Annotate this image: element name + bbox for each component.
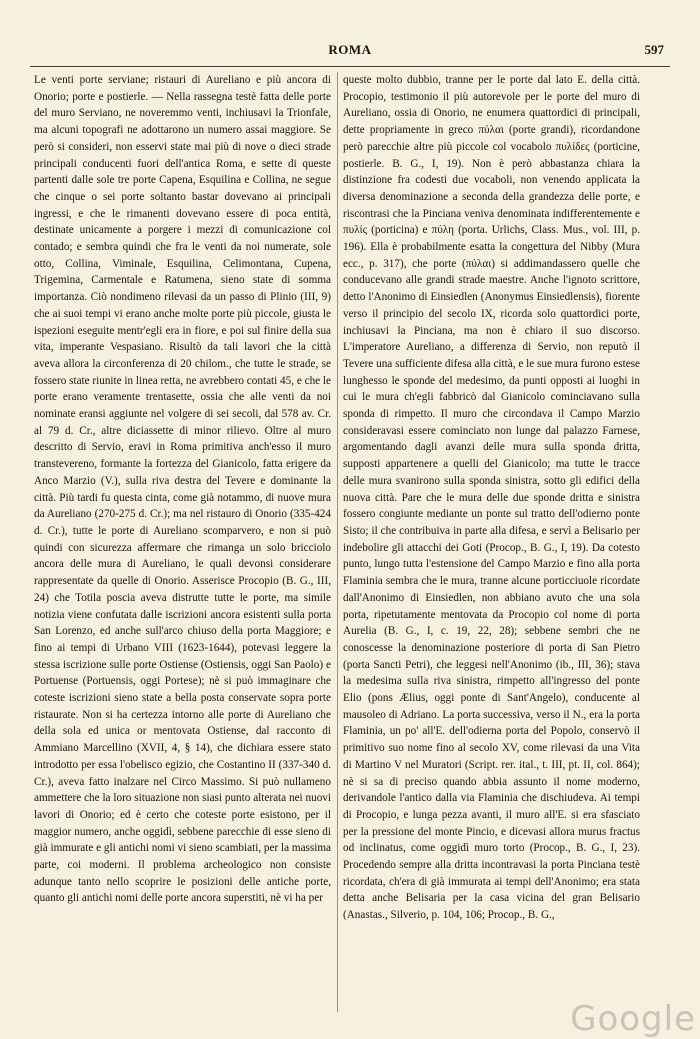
running-header bbox=[30, 42, 670, 64]
left-column bbox=[34, 72, 331, 907]
header-rule bbox=[30, 66, 670, 67]
running-title: ROMA bbox=[328, 42, 372, 57]
column-divider bbox=[337, 72, 338, 1012]
watermark-logo: Google bbox=[570, 999, 696, 1039]
page-number: 597 bbox=[644, 42, 664, 57]
right-column bbox=[343, 72, 640, 924]
left-column-text: Le venti porte serviane; ristauri di Aureliano e più ancora di Onorio; porte e postierle. — Nella rassegna testè fatta delle porte del muro Serviano, ne noveremmo venti, inchiusavi la Trionfale, ma alcuni topografi ne adottarono un numero assai maggiore. Se però si consideri, non esservi state mai più di nove o dieci strade principali conducenti fuori dell'antica Roma, e sette di queste partenti dalle sole tre porte Capena, Esquilina e Collina, ne segue che cinque o sei porte soltanto bastar dovevano ai principali ingressi, e che le rimanenti dovevano essere di poca entità, destinate unicamente a porgere i mezzi di comunicazione col contado; e sembra quindi che fra le venti da noi numerate, sole otto, Collina, Viminale, Esquilina, Celimontana, Cupena, Trigemina, Carmentale e Ratumena, sieno state di somma importanza. Ciò nondimeno rilevasi da un passo di Plinio (III, 9) che ai suoi tempi vi erano anche molte porte più piccole, giusta le ispezioni eseguite mentr'egli era in fiore, e poi sul finire della sua vita, imperante Vespasiano. Risultò da tali lavori che la città aveva allora la circonferenza di 20 chilom., che tutte le strade, se fossero state riunite in linea retta, ne avrebbero contati 45, e che le porte erano veramente trentasette, ossia che alle venti da noi nominate eransi aggiunte nel volgere di sei secoli, dal 578 av. Cr. al 79 d. Cr., altre diciassette di minor rilievo. Oltre al muro descritto di Servio, eravi in Roma primitiva anch'esso il muro transtevereno, formante la fortezza del Gianicolo, fatta erigere da Anco Marzio (V.), sulla riva destra del Tevere e dominante la città. Più tardi fu questa cinta, come già notammo, di nuove mura da Aureliano (270-275 d. Cr.); ma nel ristauro di Onorio (335-424 d. Cr.), tutte le porte di Aureliano scomparvero, e non si può quindi con sicurezza affermare che rimanga un solo bricciolo ancora delle mura di Aureliano, le quali devonsi considerare rappresentate da quelle di Onorio. Asserisce Procopio (B. G., III, 24) che Totila poscia aveva distrutte tutte le porte, ma simile notizia viene confutata dalle iscrizioni ancora esistenti sulla porta San Lorenzo, ed anche sull'arco chiuso della porta Maggiore; e fino ai tempi di Urbano VIII (1623-1644), potevasi leggere la stessa iscrizione sulle porte Ostiense (Ostiensis, oggi San Paolo) e Portuense (Portuensis, oggi Portese); nè si può immaginare che coteste iscrizioni sieno state a bella posta conservate sopra porte ristaurate. Non si ha certezza intorno alle porte di Aureliano che della sola ed unica or mentovata Ostiense, dal racconto di Ammiano Marcellino (XVII, 4, § 14), che dichiara essere stato introdotto per essa l'obelisco egizio, che Costantino II (337-340 d. Cr.), aveva fatto inalzare nel Circo Massimo. Si può nullameno ammettere che la loro situazione non siasi punto alterata nei nuovi lavori di Onorio; ed è certo che coteste porte esistono, per il maggior numero, anche oggidì, sebbene parecchie di esse sieno di già immurate e gli antichi nomi vi sieno scambiati, per la massima parte, coi moderni. Il problema archeologico non consiste adunque tanto nello scoprire le posizioni delle antiche porte, quanto gli antichi nomi delle porte ancora superstiti, nè vi ha per bbox=[34, 74, 332, 905]
right-column-text: queste molto dubbio, tranne per le porte dal lato E. della città. Procopio, testimonio il più autorevole per le porte del muro di Aureliano, ossia di Onorio, ne enumera quattordici di principali, dette propriamente in greco πύλαι (porte grandi), ricordandone però parecchie altre più piccole col vocabolo πυλίδες (porticine, postierle. B. G., I, 19). Non è però abbastanza chiara la distinzione fra codesti due vocaboli, non venendo applicata la diversa denominazione a seconda della grandezza delle porte, e riscontrasi che la Pinciana veniva denominata indifferentemente e πυλίς (porticina) e πύλη (porta. Urlichs, Class. Mus., vol. III, p. 196). Ella è probabilmente esatta la congettura del Nibby (Mura ecc., p. 317), che porte (πύλαι) si addimandassero quelle che conducevano alle grandi strade maestre. Anche l'ignoto scrittore, detto l'Anonimo di Einsiedlen (Anonymus Einsiedlensis), fiorente verso il principio del secolo IX, ricorda solo quattordici porte, inchiusavi la Pinciana, ma non è chiaro il suo discorso. L'imperatore Aureliano, a differenza di Servio, non reputò il Tevere una sufficiente difesa alla città, e le sue mura furono estese lunghesso le sponde del medesimo, da punti opposti ai luoghi in cui le mura ch'egli fabbricò dal Gianicolo cominciavano sulla sponda di rimpetto. Il muro che circondava il Campo Marzio consideravasi essere cominciato non lunge dal palazzo Farnese, argomentando dagli avanzi delle mura sulla sponda dritta, supposti appartenere a quelli del Gianicolo; ma tutte le tracce delle mura svanirono sulla sponda sinistra, sotto gli edifici della nuova città. Pare che le mura delle due sponde dritta e sinistra fossero congiunte mediante un ponte sul tratto dell'odierno ponte Sisto; il che contribuiva in parte alla difesa, e servì a Belisario per indebolire gli attacchi dei Goti (Procop., B. G., I, 19). Da cotesto punto, lungo tutta l'estensione del Campo Marzio e fino alla porta Flaminia sembra che le mura, tranne alcune porticciuole ricordate dall'Anonimo di Einsiedlen, non abbiano avuto che una sola porta, ripetutamente mentovata da Procopio col nome di porta Aurelia (B. G., I, c. 19, 22, 28); sebbene sembri che ne conoscesse la denominazione posteriore di porta di San Pietro (porta Sancti Petri), che leggesi nell'Anonimo (ib., III, 36); stava la medesima sulla riva sinistra, rimpetto all'ingresso del ponte Elio (pons Ælius, oggi ponte di Sant'Angelo), conducente al mausoleo di Adriano. La porta successiva, verso il N., era la porta Flaminia, un po' all'E. dell'odierna porta del Popolo, conservò il primitivo suo nome fino al secolo XV, come rilevasi da una Vita di Martino V nel Muratori (Script. rer. ital., t. III, pt. II, col. 864); nè si sa di preciso quando abbia assunto il nome moderno, derivandole l'antico dalla via Flaminia che dischiudeva. Ai tempi di Procopio, e lunga pezza avanti, il muro all'E. si era sfasciato per la pressione del monte Pincio, e dicevasi allora murus fractus od inclinatus, come oggidì muro torto (Procop., B. G., I, 23). Procedendo sempre alla dritta incontravasi la porta Pinciana testè ricordata, ch'era di già immurata ai tempi dell'Anonimo; era stata detta anche Belisaria per la casa vicina del gran Belisario (Anastas., Silverio, p. 104, 106; Procop., B. G., bbox=[343, 74, 640, 922]
